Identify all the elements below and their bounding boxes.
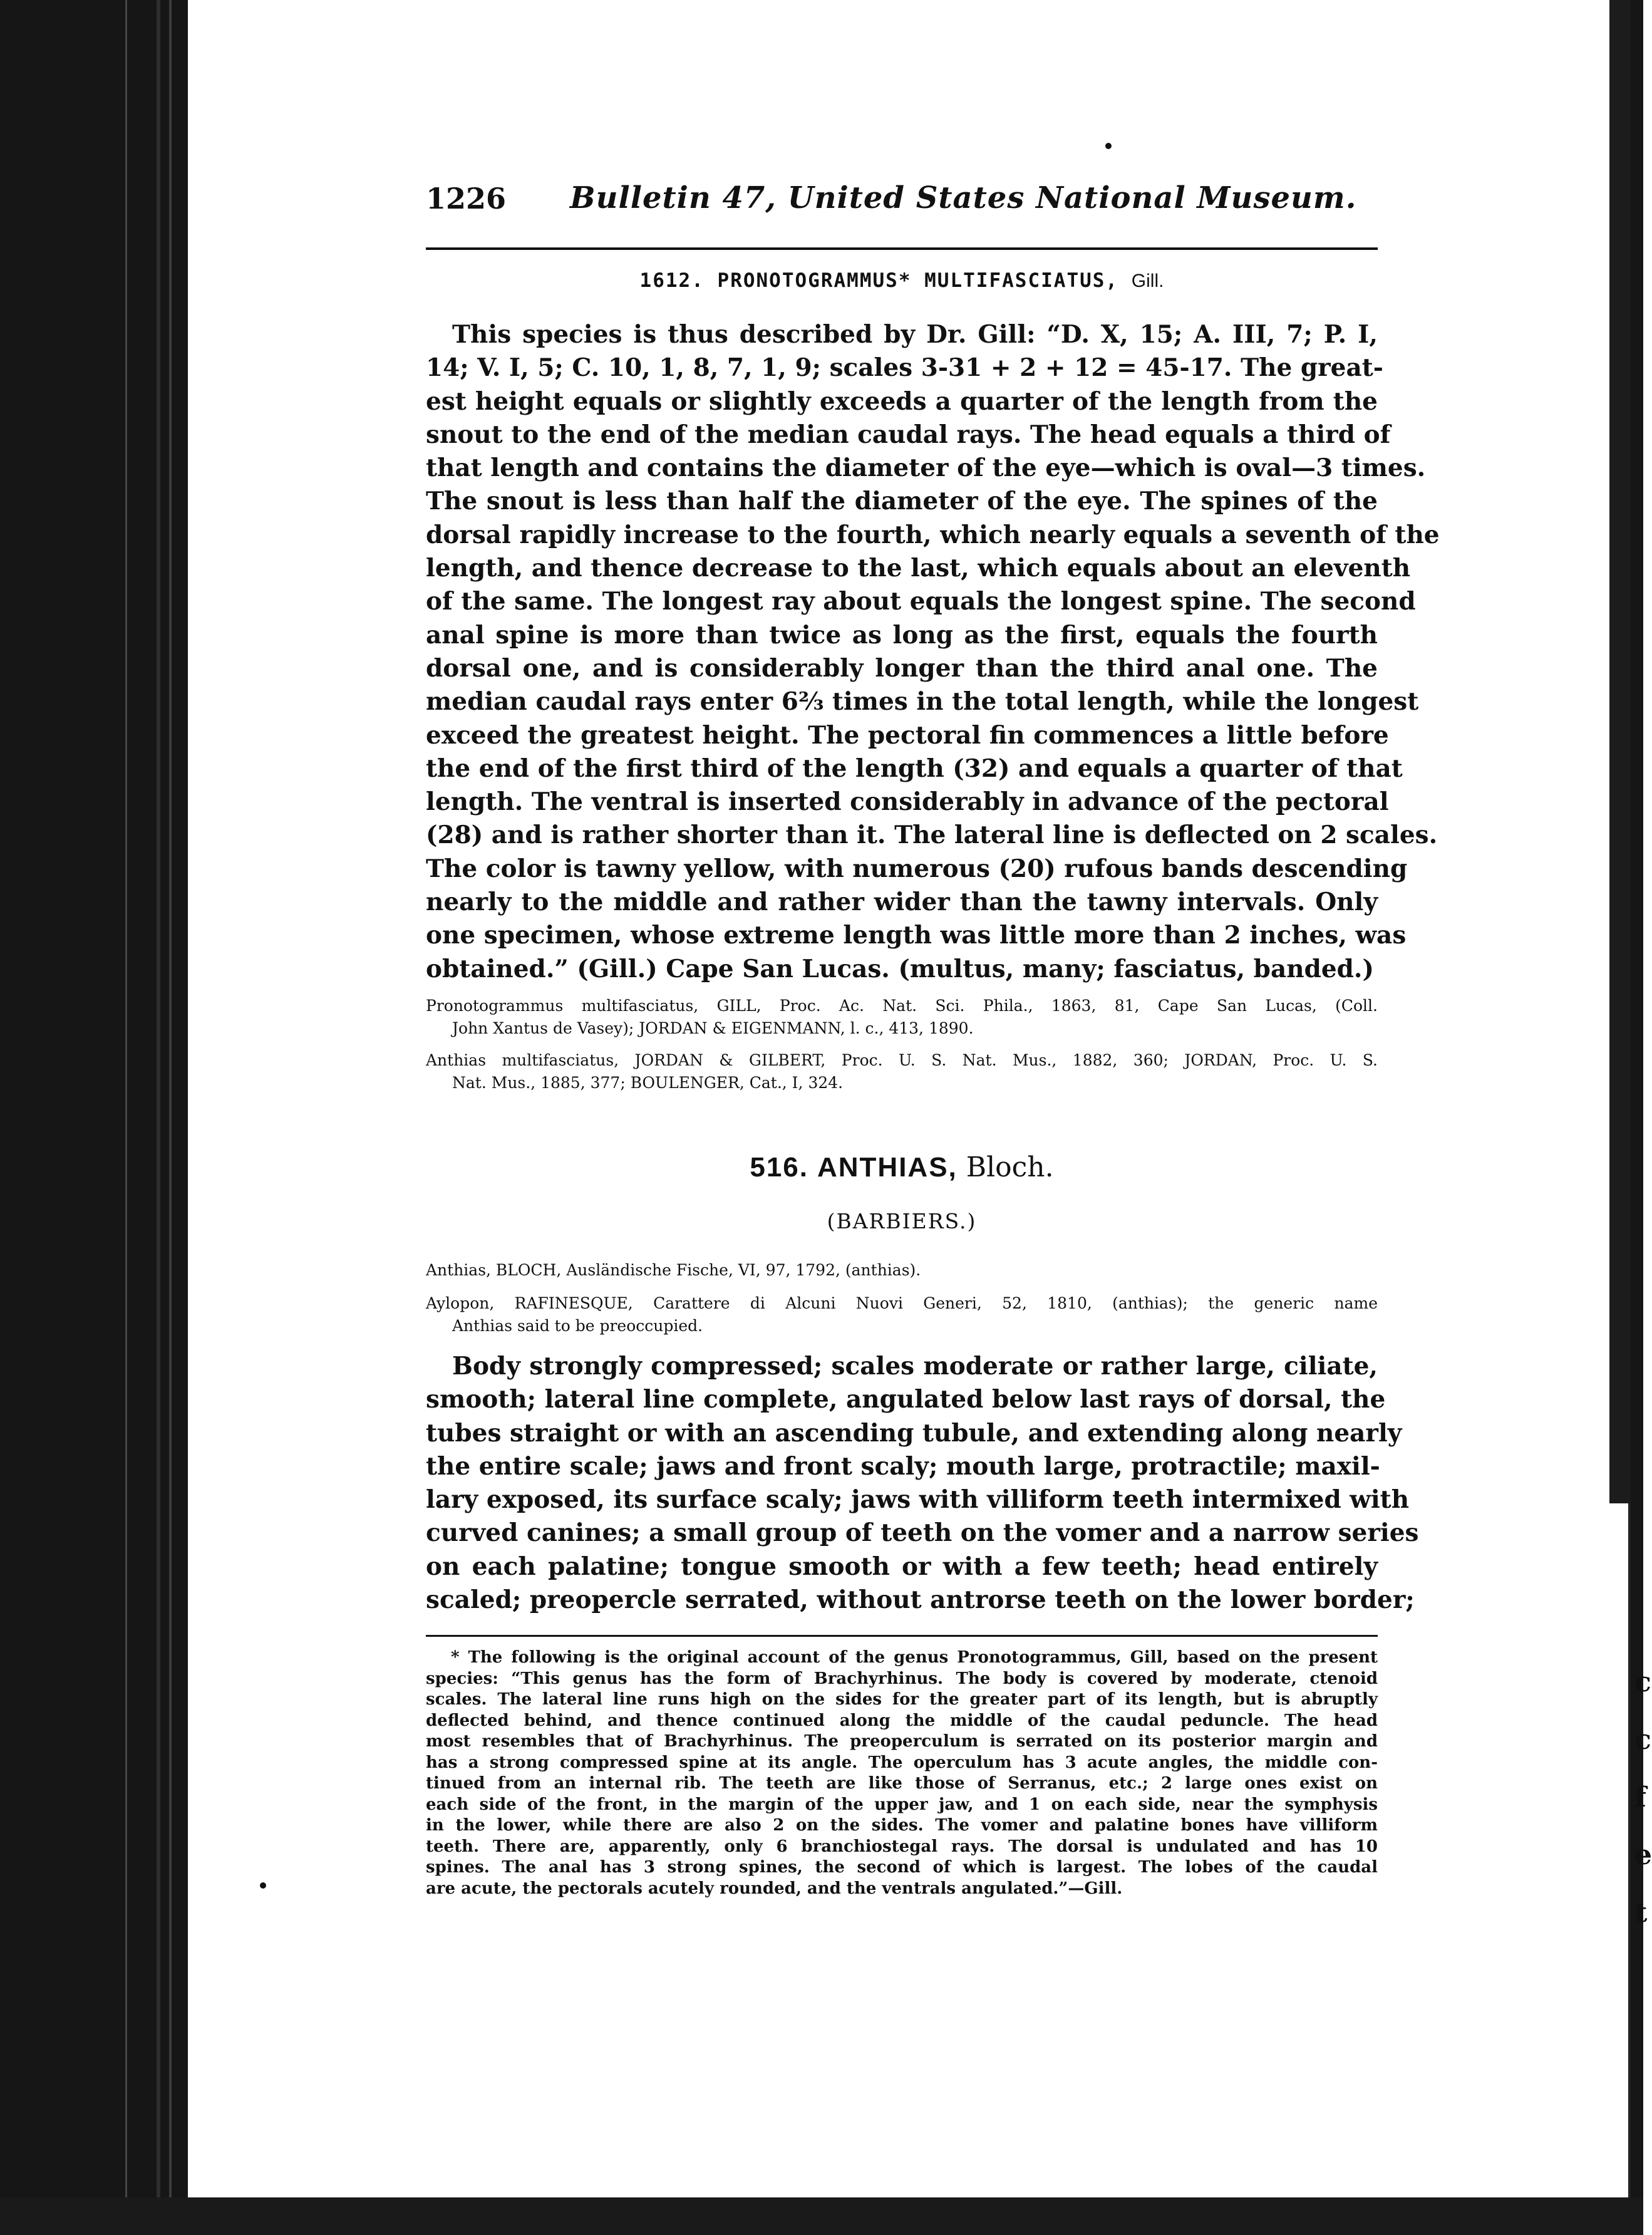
footnote-line: tinued from an internal rib. The teeth are like those of Serranus, etc.; 2 large ones exist on (426, 1774, 1378, 1793)
reference-line: Anthias multifasciatus, JORDAN & GILBERT, Proc. U. S. Nat. Mus., 1882, 360; JORDAN, Proc. U. S. (426, 1051, 1378, 1069)
text-line: est height equals or slightly exceeds a quarter of the length from the (426, 386, 1378, 416)
footnote-line: * The following is the original account of the genus Pronotogrammus, Gill, based on the present (451, 1648, 1378, 1667)
page-edge-stripe (157, 0, 160, 2235)
scan-bottom-border (0, 2197, 1643, 2235)
margin-letter: e (1634, 1839, 1652, 1871)
text-line: the entire scale; jaws and front scaly; mouth large, protractile; maxil- (426, 1451, 1380, 1481)
genus-heading (426, 1151, 1378, 1183)
genus-reference-anthias (426, 1259, 1378, 1282)
footnote-line: each side of the front, in the margin of the upper jaw, and 1 on each side, near the symphysis (426, 1795, 1378, 1814)
text-line: The snout is less than half the diameter of the eye. The spines of the (426, 487, 1378, 516)
adjacent-page-margin-letters (1634, 1654, 1652, 1942)
margin-letter: c (1634, 1724, 1651, 1756)
text-line: the end of the first third of the length (32) and equals a quarter of that (426, 754, 1403, 783)
running-title: Bulletin 47, United States National Museum. (570, 180, 1357, 215)
genus-description (426, 1350, 1419, 1617)
footnote-line: has a strong compressed spine at its angle. The operculum has 3 acute angles, the middle con- (426, 1753, 1378, 1772)
scan-right-border (1609, 0, 1631, 1503)
text-line: curved canines; a small group of teeth on the vomer and a narrow series (426, 1518, 1419, 1548)
text-line: smooth; lateral line complete, angulated below last rays of dorsal, the (426, 1385, 1386, 1414)
scan-left-border (0, 0, 188, 2235)
running-header (426, 182, 1378, 232)
reference-line: Aylopon, RAFINESQUE, Carattere di Alcuni Nuovi Generi, 52, 1810, (anthias); the generic name (426, 1294, 1378, 1312)
ink-speck (1105, 143, 1112, 149)
page-edge-stripe (125, 0, 127, 2235)
footnote-rule (426, 1635, 1378, 1637)
species-reference-anthias (426, 1049, 1378, 1094)
text-line: anal spine is more than twice as long as the first, equals the fourth (426, 620, 1378, 650)
header-rule (426, 247, 1378, 250)
reference-line: John Xantus de Vasey); JORDAN & EIGENMANN, l. c., 413, 1890. (452, 1019, 974, 1037)
text-line: median caudal rays enter 6⅔ times in the total length, while the longest (426, 687, 1419, 717)
footnote-line: in the lower, while there are also 2 on the sides. The vomer and palatine bones have villiform (426, 1816, 1378, 1835)
species-heading-name: 1612. PRONOTOGRAMMUS* MULTIFASCIATUS, (639, 269, 1119, 292)
text-line: The color is tawny yellow, with numerous (20) rufous bands descending (426, 854, 1408, 883)
page-number: 1226 (426, 182, 507, 215)
footnote (426, 1647, 1378, 1899)
text-line: tubes straight or with an ascending tubule, and extending along nearly (426, 1418, 1402, 1448)
margin-letter: f (1634, 1781, 1646, 1813)
footnote-line: most resembles that of Brachyrhinus. The preoperculum is serrated on its posterior margin and (426, 1732, 1378, 1751)
reference-line: Pronotogrammus multifasciatus, GILL, Proc. Ac. Nat. Sci. Phila., 1863, 81, Cape San Lucas, (Coll. (426, 997, 1378, 1015)
text-line: 14; V. I, 5; C. 10, 1, 8, 7, 1, 9; scales 3-31 + 2 + 12 = 45-17. The great- (426, 353, 1383, 383)
text-line: one specimen, whose extreme length was little more than 2 inches, was (426, 921, 1407, 950)
genus-author: Bloch. (966, 1151, 1054, 1183)
text-line: Body strongly compressed; scales moderate or rather large, ciliate, (452, 1352, 1378, 1381)
reference-line: Anthias said to be preoccupied. (452, 1317, 703, 1335)
species-reference-pronotogrammus (426, 995, 1378, 1040)
text-line: scaled; preopercle serrated, without antrorse teeth on the lower border; (426, 1585, 1415, 1615)
species-description (426, 318, 1440, 986)
text-line: obtained.” (Gill.) Cape San Lucas. (multus, many; fasciatus, banded.) (426, 954, 1374, 983)
text-line: of the same. The longest ray about equals the longest spine. The second (426, 587, 1416, 616)
footnote-line: species: “This genus has the form of Brachyrhinus. The body is covered by moderate, ctenoid (426, 1669, 1378, 1688)
text-line: dorsal one, and is considerably longer than the third anal one. The (426, 653, 1378, 683)
text-line: snout to the end of the median caudal rays. The head equals a third of (426, 420, 1391, 449)
species-heading (426, 269, 1378, 292)
footnote-line: deflected behind, and thence continued along the middle of the caudal peduncle. The head (426, 1711, 1378, 1730)
genus-common-name: (BARBIERS.) (827, 1209, 977, 1233)
text-line: on each palatine; tongue smooth or with a few teeth; head entirely (426, 1552, 1378, 1581)
reference-line: Anthias, BLOCH, Ausländische Fische, VI, 97, 1792, (anthias). (426, 1261, 921, 1279)
ink-speck (260, 1882, 266, 1889)
footnote-line: spines. The anal has 3 strong spines, the second of which is largest. The lobes of the caudal (426, 1858, 1378, 1877)
margin-letter: c (1634, 1666, 1651, 1698)
genus-number: 516. (750, 1152, 808, 1183)
text-line: nearly to the middle and rather wider than the tawny intervals. Only (426, 888, 1378, 917)
page-edge-stripe (169, 0, 172, 2235)
margin-letter: t (1634, 1897, 1648, 1929)
genus-reference-aylopon (426, 1292, 1378, 1337)
footnote-line: teeth. There are, apparently, only 6 branchiostegal rays. The dorsal is undulated and has 10 (426, 1837, 1378, 1856)
text-line: (28) and is rather shorter than it. The lateral line is deflected on 2 scales. (426, 821, 1438, 850)
text-line: exceed the greatest height. The pectoral fin commences a little before (426, 720, 1389, 750)
species-heading-author: Gill. (1131, 271, 1164, 291)
text-line: This species is thus described by Dr. Gill: “D. X, 15; A. III, 7; P. I, (452, 320, 1378, 349)
text-line: dorsal rapidly increase to the fourth, which nearly equals a seventh of the (426, 520, 1440, 549)
footnote-line: are acute, the pectorals acutely rounded, and the ventrals angulated.”—Gill. (426, 1879, 1123, 1898)
genus-name: ANTHIAS, (817, 1152, 958, 1183)
text-line: length, and thence decrease to the last, which equals about an eleventh (426, 554, 1411, 583)
text-line: length. The ventral is inserted considerably in advance of the pectoral (426, 787, 1389, 817)
footnote-line: scales. The lateral line runs high on the sides for the greater part of its length, but is abruptly (426, 1690, 1378, 1709)
text-line: that length and contains the diameter of the eye—which is oval—3 times. (426, 454, 1426, 483)
reference-line: Nat. Mus., 1885, 377; BOULENGER, Cat., I, 324. (452, 1074, 844, 1092)
text-line: lary exposed, its surface scaly; jaws with villiform teeth intermixed with (426, 1485, 1410, 1515)
